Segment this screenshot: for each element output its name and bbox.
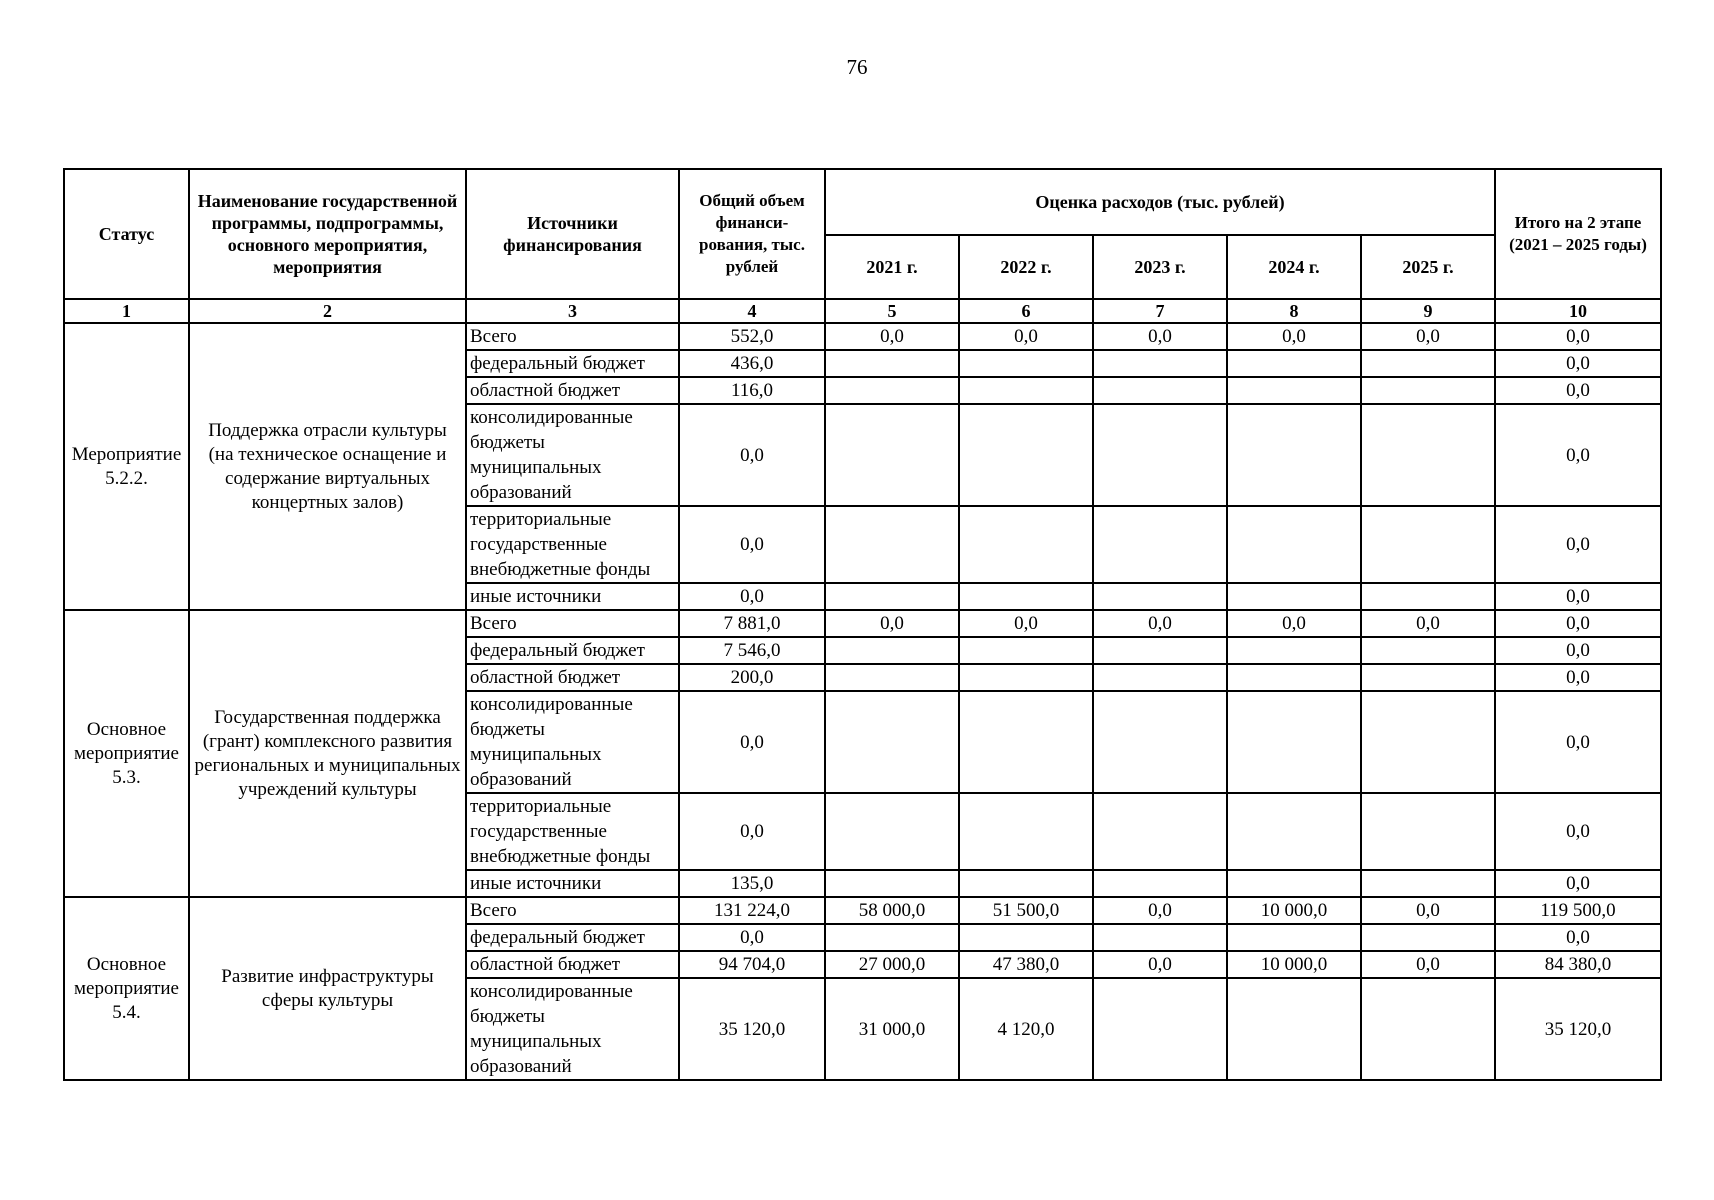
year-2024-cell: 10 000,0 xyxy=(1227,951,1361,978)
year-2025-cell xyxy=(1361,583,1495,610)
total-volume-cell: 552,0 xyxy=(679,323,825,350)
table-header xyxy=(64,169,1661,323)
header-year-2021: 2021 г. xyxy=(825,235,959,299)
year-2021-cell xyxy=(825,637,959,664)
year-2022-cell: 4 120,0 xyxy=(959,978,1093,1080)
stage-total-cell: 0,0 xyxy=(1495,870,1661,897)
source-cell: Всего xyxy=(466,610,679,637)
year-2021-cell: 27 000,0 xyxy=(825,951,959,978)
year-2022-cell: 0,0 xyxy=(959,610,1093,637)
year-2024-cell xyxy=(1227,506,1361,583)
table-row xyxy=(64,897,1661,924)
source-cell: иные источники xyxy=(466,583,679,610)
source-cell: областной бюджет xyxy=(466,664,679,691)
year-2025-cell xyxy=(1361,664,1495,691)
year-2025-cell xyxy=(1361,404,1495,506)
page-number: 76 xyxy=(846,55,868,79)
stage-total-cell: 0,0 xyxy=(1495,793,1661,870)
program-name-cell: Государственная поддержка (грант) комплексного развития региональных и муниципальных учреждений культуры xyxy=(189,610,466,897)
year-2023-cell xyxy=(1093,377,1227,404)
year-2024-cell xyxy=(1227,377,1361,404)
stage-total-cell: 119 500,0 xyxy=(1495,897,1661,924)
header-name: Наименование государственной программы, подпрограммы, основного мероприятия, мероприятия xyxy=(189,169,466,299)
total-volume-cell: 0,0 xyxy=(679,506,825,583)
source-cell: федеральный бюджет xyxy=(466,924,679,951)
year-2024-cell xyxy=(1227,350,1361,377)
table-row xyxy=(64,610,1661,637)
stage-total-cell: 0,0 xyxy=(1495,664,1661,691)
total-volume-cell: 7 546,0 xyxy=(679,637,825,664)
year-2021-cell: 0,0 xyxy=(825,610,959,637)
year-2023-cell: 0,0 xyxy=(1093,951,1227,978)
year-2022-cell xyxy=(959,637,1093,664)
source-cell: иные источники xyxy=(466,870,679,897)
year-2024-cell xyxy=(1227,583,1361,610)
year-2023-cell xyxy=(1093,404,1227,506)
total-volume-cell: 0,0 xyxy=(679,583,825,610)
source-cell: федеральный бюджет xyxy=(466,637,679,664)
stage-total-cell: 0,0 xyxy=(1495,350,1661,377)
year-2022-cell xyxy=(959,924,1093,951)
header-total-volume: Общий объем финанси-рования, тыс. рублей xyxy=(679,169,825,299)
column-number: 3 xyxy=(466,299,679,323)
program-name-cell: Поддержка отрасли культуры (на техническое оснащение и содержание виртуальных концертных залов) xyxy=(189,323,466,610)
year-2023-cell xyxy=(1093,350,1227,377)
table-body xyxy=(64,323,1661,1080)
year-2025-cell xyxy=(1361,691,1495,793)
year-2023-cell xyxy=(1093,506,1227,583)
year-2024-cell xyxy=(1227,637,1361,664)
total-volume-cell: 135,0 xyxy=(679,870,825,897)
total-volume-cell: 436,0 xyxy=(679,350,825,377)
year-2022-cell xyxy=(959,506,1093,583)
year-2024-cell: 0,0 xyxy=(1227,610,1361,637)
year-2023-cell: 0,0 xyxy=(1093,323,1227,350)
total-volume-cell: 0,0 xyxy=(679,924,825,951)
total-volume-cell: 94 704,0 xyxy=(679,951,825,978)
year-2021-cell xyxy=(825,870,959,897)
source-cell: консолидированные бюджеты муниципальных образований xyxy=(466,691,679,793)
year-2021-cell: 0,0 xyxy=(825,323,959,350)
total-volume-cell: 200,0 xyxy=(679,664,825,691)
year-2025-cell: 0,0 xyxy=(1361,323,1495,350)
stage-total-cell: 35 120,0 xyxy=(1495,978,1661,1080)
stage-total-cell: 0,0 xyxy=(1495,637,1661,664)
year-2021-cell xyxy=(825,664,959,691)
year-2023-cell xyxy=(1093,691,1227,793)
source-cell: консолидированные бюджеты муниципальных образований xyxy=(466,404,679,506)
source-cell: областной бюджет xyxy=(466,951,679,978)
status-cell: Основное мероприятие 5.3. xyxy=(64,610,189,897)
column-number: 6 xyxy=(959,299,1093,323)
total-volume-cell: 7 881,0 xyxy=(679,610,825,637)
year-2024-cell xyxy=(1227,978,1361,1080)
column-number: 2 xyxy=(189,299,466,323)
year-2024-cell xyxy=(1227,404,1361,506)
year-2022-cell: 0,0 xyxy=(959,323,1093,350)
financing-table xyxy=(63,168,1662,1081)
total-volume-cell: 0,0 xyxy=(679,691,825,793)
stage-total-cell: 0,0 xyxy=(1495,377,1661,404)
year-2022-cell xyxy=(959,583,1093,610)
stage-total-cell: 0,0 xyxy=(1495,404,1661,506)
header-year-2025: 2025 г. xyxy=(1361,235,1495,299)
header-year-2023: 2023 г. xyxy=(1093,235,1227,299)
total-volume-cell: 131 224,0 xyxy=(679,897,825,924)
stage-total-cell: 84 380,0 xyxy=(1495,951,1661,978)
year-2025-cell xyxy=(1361,637,1495,664)
year-2025-cell: 0,0 xyxy=(1361,897,1495,924)
year-2023-cell xyxy=(1093,793,1227,870)
year-2021-cell: 58 000,0 xyxy=(825,897,959,924)
column-number: 8 xyxy=(1227,299,1361,323)
header-status: Статус xyxy=(64,169,189,299)
year-2021-cell xyxy=(825,691,959,793)
year-2025-cell xyxy=(1361,377,1495,404)
year-2023-cell: 0,0 xyxy=(1093,610,1227,637)
source-cell: территориальные государственные внебюджетные фонды xyxy=(466,506,679,583)
year-2023-cell: 0,0 xyxy=(1093,897,1227,924)
column-number: 7 xyxy=(1093,299,1227,323)
total-volume-cell: 0,0 xyxy=(679,793,825,870)
year-2022-cell xyxy=(959,350,1093,377)
column-number-row xyxy=(64,299,1661,323)
year-2022-cell xyxy=(959,664,1093,691)
year-2021-cell: 31 000,0 xyxy=(825,978,959,1080)
year-2021-cell xyxy=(825,350,959,377)
year-2023-cell xyxy=(1093,870,1227,897)
source-cell: территориальные государственные внебюджетные фонды xyxy=(466,793,679,870)
source-cell: Всего xyxy=(466,897,679,924)
year-2024-cell: 10 000,0 xyxy=(1227,897,1361,924)
year-2023-cell xyxy=(1093,924,1227,951)
status-cell: Мероприятие 5.2.2. xyxy=(64,323,189,610)
year-2024-cell xyxy=(1227,924,1361,951)
header-year-2022: 2022 г. xyxy=(959,235,1093,299)
column-number: 10 xyxy=(1495,299,1661,323)
header-sources: Источники финансирования xyxy=(466,169,679,299)
stage-total-cell: 0,0 xyxy=(1495,691,1661,793)
year-2024-cell xyxy=(1227,793,1361,870)
source-cell: Всего xyxy=(466,323,679,350)
year-2021-cell xyxy=(825,506,959,583)
year-2021-cell xyxy=(825,583,959,610)
stage-total-cell: 0,0 xyxy=(1495,583,1661,610)
year-2021-cell xyxy=(825,793,959,870)
source-cell: областной бюджет xyxy=(466,377,679,404)
status-cell: Основное мероприятие 5.4. xyxy=(64,897,189,1080)
year-2023-cell xyxy=(1093,978,1227,1080)
source-cell: федеральный бюджет xyxy=(466,350,679,377)
stage-total-cell: 0,0 xyxy=(1495,506,1661,583)
year-2022-cell xyxy=(959,691,1093,793)
year-2023-cell xyxy=(1093,637,1227,664)
year-2024-cell xyxy=(1227,870,1361,897)
header-estimate: Оценка расходов (тыс. рублей) xyxy=(825,169,1495,235)
header-stage-total: Итого на 2 этапе (2021 – 2025 годы) xyxy=(1495,169,1661,299)
year-2024-cell xyxy=(1227,691,1361,793)
stage-total-cell: 0,0 xyxy=(1495,323,1661,350)
year-2025-cell xyxy=(1361,978,1495,1080)
year-2022-cell xyxy=(959,870,1093,897)
year-2021-cell xyxy=(825,924,959,951)
year-2025-cell: 0,0 xyxy=(1361,610,1495,637)
year-2023-cell xyxy=(1093,583,1227,610)
stage-total-cell: 0,0 xyxy=(1495,610,1661,637)
year-2025-cell: 0,0 xyxy=(1361,951,1495,978)
year-2025-cell xyxy=(1361,506,1495,583)
column-number: 9 xyxy=(1361,299,1495,323)
year-2024-cell: 0,0 xyxy=(1227,323,1361,350)
year-2023-cell xyxy=(1093,664,1227,691)
year-2025-cell xyxy=(1361,350,1495,377)
table-row xyxy=(64,323,1661,350)
stage-total-cell: 0,0 xyxy=(1495,924,1661,951)
column-number: 1 xyxy=(64,299,189,323)
year-2022-cell: 47 380,0 xyxy=(959,951,1093,978)
source-cell: консолидированные бюджеты муниципальных образований xyxy=(466,978,679,1080)
year-2021-cell xyxy=(825,404,959,506)
total-volume-cell: 0,0 xyxy=(679,404,825,506)
year-2022-cell xyxy=(959,377,1093,404)
program-name-cell: Развитие инфраструктуры сферы культуры xyxy=(189,897,466,1080)
total-volume-cell: 116,0 xyxy=(679,377,825,404)
year-2021-cell xyxy=(825,377,959,404)
year-2022-cell xyxy=(959,404,1093,506)
column-number: 4 xyxy=(679,299,825,323)
year-2022-cell xyxy=(959,793,1093,870)
year-2025-cell xyxy=(1361,924,1495,951)
year-2025-cell xyxy=(1361,793,1495,870)
header-year-2024: 2024 г. xyxy=(1227,235,1361,299)
year-2022-cell: 51 500,0 xyxy=(959,897,1093,924)
total-volume-cell: 35 120,0 xyxy=(679,978,825,1080)
year-2024-cell xyxy=(1227,664,1361,691)
column-number: 5 xyxy=(825,299,959,323)
year-2025-cell xyxy=(1361,870,1495,897)
